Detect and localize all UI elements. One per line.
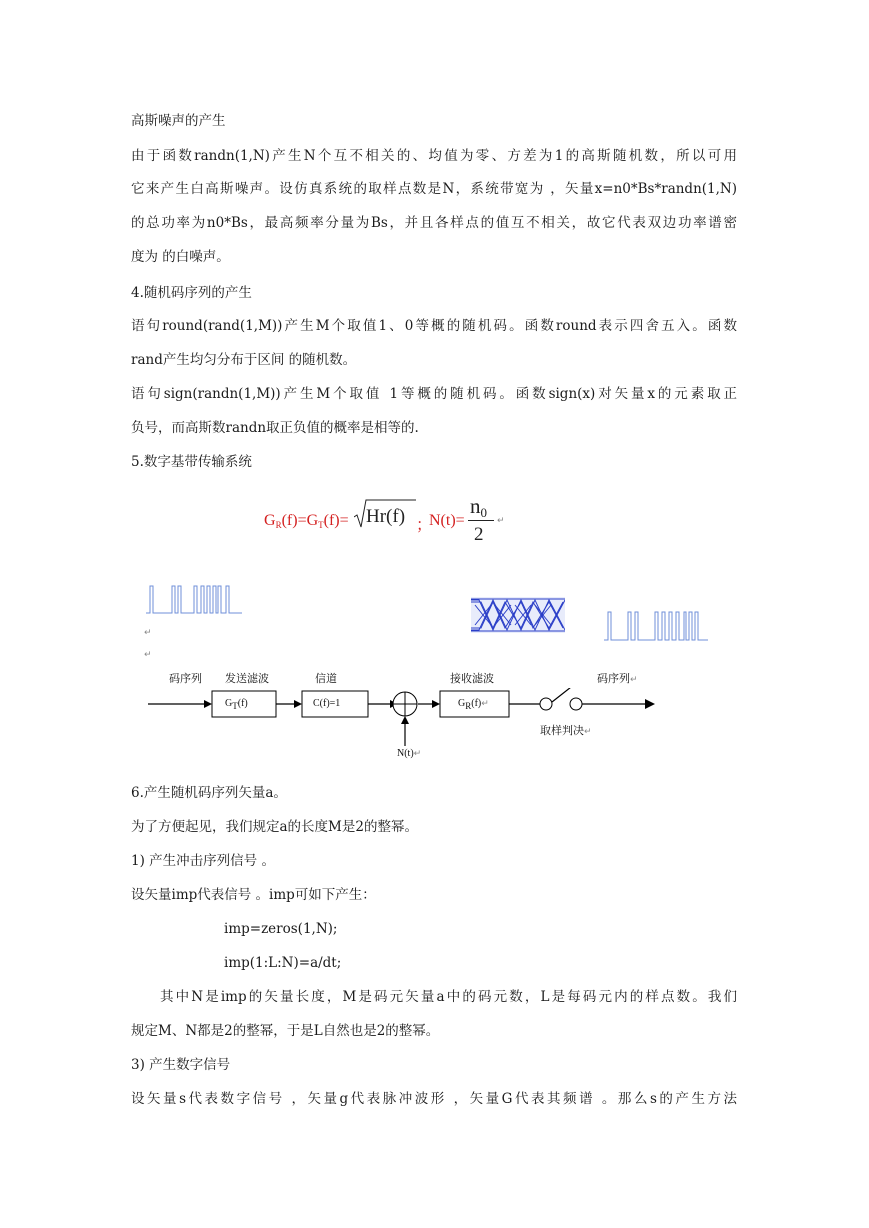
receive-filter-text: GR(f)↵ bbox=[458, 698, 489, 711]
paragraph-1-line-1: 由于函数randn(1,N)产生N个互不相关的、均值为零、方差为1的高斯随机数，所以可用 bbox=[131, 148, 737, 164]
code-line-1: imp=zeros(1,N); bbox=[224, 921, 338, 937]
fraction-bar bbox=[468, 520, 494, 521]
sample-decision-label: 取样判决↵ bbox=[540, 724, 592, 737]
sampler-switch-left-icon bbox=[540, 698, 552, 710]
transmit-filter-label: 发送滤波 bbox=[225, 672, 269, 685]
paragraph-4: 为了方便起见，我们规定a的长度M是2的整幂。 bbox=[131, 819, 418, 835]
input-pulse-waveform bbox=[146, 582, 242, 616]
paragraph-7: 设矢量s代表数字信号 ，矢量g代表脉冲波形 ，矢量G代表其频谱 。那么s的产生方法 bbox=[131, 1091, 737, 1107]
paragraph-6-line-1: 其中N是imp的矢量长度，M是码元矢量a中的码元数，L是每码元内的样点数。我们 bbox=[160, 989, 737, 1005]
output-pulse-waveform bbox=[604, 607, 708, 641]
paragraph-1-line-2: 它来产生白高斯噪声。设仿真系统的取样点数是N，系统带宽为 ，矢量x=n0*Bs*randn(1,N) bbox=[131, 181, 737, 197]
sampler-switch-right-icon bbox=[570, 698, 582, 710]
formula-numerator: n0 bbox=[470, 494, 487, 520]
paragraph-1-line-3: 的总功率为n0*Bs，最高频率分量为Bs，并且各样点的值互不相关，故它代表双边功率谱密 bbox=[131, 215, 737, 231]
heading-gauss-noise: 高斯噪声的产生 bbox=[131, 113, 226, 129]
paragraph-3-line-1: 语句sign(randn(1,M))产生M个取值 1等概的随机码。函数sign(x)对矢量x的元素取正 bbox=[131, 386, 737, 402]
formula-separator: ； bbox=[416, 517, 433, 534]
channel-text: C(f)=1 bbox=[313, 698, 341, 709]
heading-section-5: 5.数字基带传输系统 bbox=[131, 454, 252, 470]
return-mark: ↵ bbox=[144, 650, 152, 660]
input-sequence-label: 码序列 bbox=[169, 672, 202, 685]
receive-filter-label: 接收滤波 bbox=[450, 672, 494, 685]
return-mark: ↵ bbox=[144, 628, 152, 638]
paragraph-6-line-2: 规定M、N都是2的整幂，于是L自然也是2的整幂。 bbox=[131, 1023, 440, 1039]
transmit-filter-text: GT(f) bbox=[225, 698, 248, 711]
step-1-heading: 1) 产生冲击序列信号 。 bbox=[131, 853, 275, 869]
step-3-heading: 3) 产生数字信号 bbox=[131, 1057, 231, 1073]
return-mark: ↵ bbox=[497, 516, 505, 526]
heading-section-4: 4.随机码序列的产生 bbox=[131, 285, 252, 301]
heading-section-6: 6.产生随机码序列矢量a。 bbox=[131, 785, 287, 801]
paragraph-2-line-2: rand产生均匀分布于区间 的随机数。 bbox=[131, 352, 357, 368]
noise-input-label: N(t)↵ bbox=[397, 748, 422, 759]
eye-diagram bbox=[471, 597, 565, 633]
paragraph-3-line-2: 负号，而高斯数randn取正负值的概率是相等的. bbox=[131, 420, 419, 436]
output-sequence-label: 码序列↵ bbox=[597, 672, 638, 685]
formula-lhs: GR(f)=GT(f)= bbox=[264, 512, 349, 530]
code-line-2: imp(1:L:N)=a/dt; bbox=[224, 955, 342, 971]
paragraph-2-line-1: 语句round(rand(1,M))产生M个取值1、0等概的随机码。函数round表示四舍五入。函数 bbox=[131, 318, 737, 334]
channel-label: 信道 bbox=[315, 672, 337, 685]
formula-noise-label: N(t)= bbox=[429, 512, 465, 529]
paragraph-5: 设矢量imp代表信号 。imp可如下产生： bbox=[131, 887, 376, 903]
paragraph-1-line-4: 度为 的白噪声。 bbox=[131, 249, 230, 265]
adder-icon bbox=[393, 692, 417, 716]
transfer-function-formula bbox=[264, 494, 514, 550]
formula-radicand: Hr(f) bbox=[366, 506, 406, 527]
formula-denominator: 2 bbox=[474, 524, 484, 545]
